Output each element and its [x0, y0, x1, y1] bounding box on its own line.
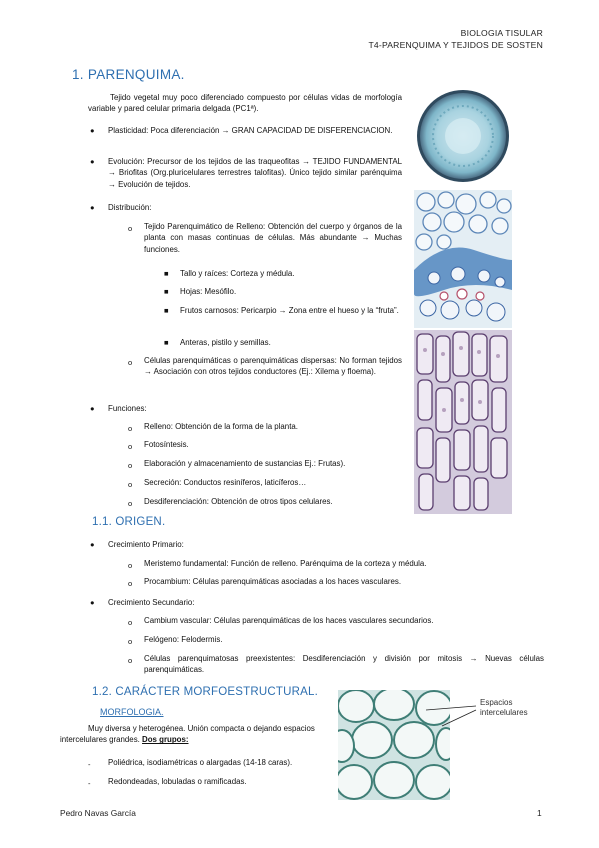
- item-dispersas: Células parenquimáticas o parenquimáticas dispersas: No forman tejidos → Asociación con otros tejidos conductores (Ej.: Xilema y floema).: [144, 356, 402, 377]
- header-subject: BIOLOGIA TISULAR: [460, 28, 543, 38]
- bullet-mark: o: [128, 637, 133, 646]
- bullet-mark: ■: [164, 338, 169, 347]
- bullet-mark: o: [128, 561, 133, 570]
- bullet-mark: ●: [90, 598, 95, 607]
- item-anteras: Anteras, pistilo y semillas.: [180, 338, 271, 347]
- intro-paragraph: Tejido vegetal muy poco diferenciado compuesto por células vidas de morfología variable y pared celular primaria delgada (PC1ª).: [88, 93, 402, 114]
- bullet-plasticidad: Plasticidad: Poca diferenciación → GRAN CAPACIDAD DE DISFERENCIACION.: [108, 126, 393, 135]
- bullet-crecimiento-primario: Crecimiento Primario:: [108, 540, 184, 549]
- bullet-evolucion: Evolución: Precursor de los tejidos de las traqueofitas → TEJIDO FUNDAMENTAL → Briofitas (Org.pluricelulares terrestres talofitas). Único tejido similar parénquima → Evolución de tejidos.: [108, 157, 402, 189]
- micrograph-leaf-mesophyll: [414, 330, 512, 514]
- funcion-desdiferenciacion: Desdiferenciación: Obtención de otros tipos celulares.: [144, 497, 333, 506]
- subheading-morfologia: MORFOLOGIA.: [100, 707, 164, 717]
- micrograph-stem-cross-section: [414, 86, 512, 186]
- bullet-mark: o: [128, 461, 133, 470]
- bullet-funciones: Funciones:: [108, 404, 147, 413]
- header-topic: T4-PARENQUIMA Y TEJIDOS DE SOSTEN: [368, 39, 543, 50]
- item-preexistentes: Células parenquimatosas preexistentes: Desdiferenciación y división por mitosis → Nuevas células parenquimáticas.: [144, 654, 544, 675]
- bullet-mark: ●: [90, 203, 95, 212]
- funcion-elaboracion: Elaboración y almacenamiento de sustancias Ej.: Frutas).: [144, 459, 346, 468]
- morfologia-paragraph: [60, 723, 332, 746]
- item-frutos: Frutos carnosos: Pericarpio → Zona entre el hueso y la “fruta”.: [180, 306, 399, 315]
- footer-author: Pedro Navas García: [60, 808, 136, 818]
- footer-page-number: 1: [537, 808, 542, 818]
- bullet-mark: o: [128, 579, 133, 588]
- bullet-crecimiento-secundario: Crecimiento Secundario:: [108, 598, 195, 607]
- bullet-mark: -: [88, 760, 91, 769]
- bullet-mark: ●: [90, 157, 95, 166]
- bullet-mark: o: [128, 224, 133, 233]
- funcion-relleno: Relleno: Obtención de la forma de la planta.: [144, 422, 298, 431]
- bullet-mark: o: [128, 480, 133, 489]
- bullet-mark: -: [88, 779, 91, 788]
- dos-grupos-label: Dos grupos:: [142, 735, 189, 745]
- bullet-mark: o: [128, 442, 133, 451]
- funcion-fotosintesis: Fotosíntesis.: [144, 440, 189, 449]
- bullet-mark: o: [128, 499, 133, 508]
- bullet-mark: o: [128, 424, 133, 433]
- bullet-mark: o: [128, 358, 133, 367]
- item-cambium: Cambium vascular: Células parenquimáticas de los haces vasculares secundarios.: [144, 616, 434, 625]
- figure-intercellular-spaces: [338, 690, 538, 800]
- item-felogeno: Felógeno: Felodermis.: [144, 635, 223, 644]
- figure-label: [480, 698, 528, 718]
- bullet-mark: o: [128, 656, 133, 665]
- item-hojas: Hojas: Mesófilo.: [180, 287, 237, 296]
- bullet-mark: ■: [164, 306, 169, 315]
- section-title-parenquima: 1. PARENQUIMA.: [72, 67, 185, 82]
- bullet-mark: ●: [90, 126, 95, 135]
- item-procambium: Procambium: Células parenquimáticas asociadas a los haces vasculares.: [144, 577, 402, 586]
- bullet-distribucion: Distribución:: [108, 203, 152, 212]
- grupo-poliedrica: Poliédrica, isodiamétricas o alargadas (14-18 caras).: [108, 758, 293, 767]
- section-title-morfoestructural: 1.2. CARÁCTER MORFOESTRUCTURAL.: [92, 686, 319, 698]
- item-meristemo: Meristemo fundamental: Función de relleno. Parénquima de la corteza y médula.: [144, 559, 427, 568]
- item-relleno: Tejido Parenquimático de Relleno: Obtención del cuerpo y órganos de la planta con masas continuas de células. Más abundante → Muchas funciones.: [144, 222, 402, 254]
- running-header: [368, 28, 543, 51]
- micrograph-vascular-bundle: [414, 190, 512, 328]
- figure-label-line2: intercelulares: [480, 708, 528, 717]
- figure-label-line1: Espacios: [480, 698, 513, 707]
- bullet-mark: ■: [164, 269, 169, 278]
- bullet-mark: ●: [90, 540, 95, 549]
- bullet-mark: o: [128, 618, 133, 627]
- funcion-secrecion: Secreción: Conductos resiníferos, laticíferos…: [144, 478, 307, 487]
- grupo-redondeadas: Redondeadas, lobuladas o ramificadas.: [108, 777, 247, 786]
- item-tallo: Tallo y raíces: Corteza y médula.: [180, 269, 295, 278]
- bullet-mark: ■: [164, 287, 169, 296]
- bullet-mark: ●: [90, 404, 95, 413]
- morfologia-text: Muy diversa y heterogénea. Unión compacta o dejando espacios intercelulares grandes.: [60, 724, 315, 745]
- section-title-origen: 1.1. ORIGEN.: [92, 516, 166, 528]
